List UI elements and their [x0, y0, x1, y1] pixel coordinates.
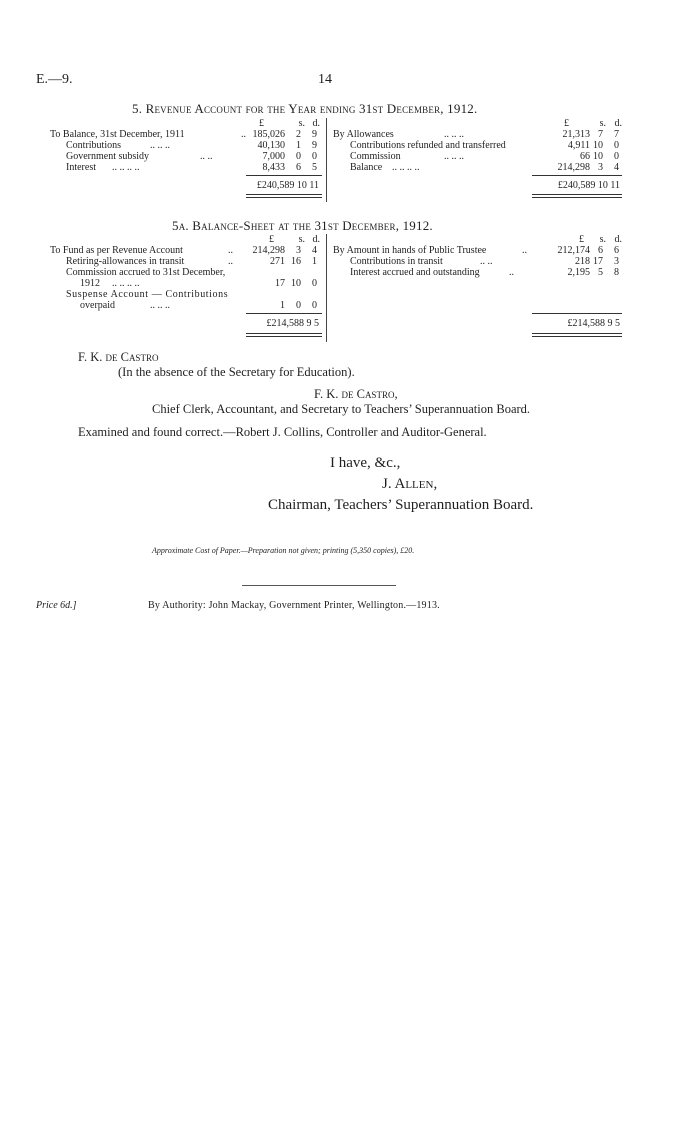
revenue-right-label: By Allowances	[333, 129, 394, 140]
signatory-name: F. K. de Castro	[78, 350, 159, 364]
leader-dots: .. ..	[200, 151, 213, 162]
balance-sheet-title: 5a. Balance-Sheet at the 31st December, 1912.	[172, 218, 433, 233]
double-rule	[532, 197, 622, 198]
closing-salutation: I have, &c.,	[330, 455, 401, 471]
balance-left-label: Commission accrued to 31st December,	[66, 267, 226, 278]
chairman-title: Chairman, Teachers’ Superannuation Board.	[268, 497, 534, 513]
revenue-right-pounds: 214,298	[557, 162, 590, 173]
revenue-right-shillings: 10	[593, 151, 603, 162]
revenue-left-label: Government subsidy	[66, 151, 150, 162]
double-rule	[532, 194, 622, 195]
balance-left-label: 1912	[80, 278, 100, 289]
balance-left-shillings: 16	[291, 256, 301, 267]
double-rule	[246, 197, 322, 198]
page-number: 14	[318, 72, 332, 87]
double-rule	[532, 333, 622, 334]
leader-dots: .. .. ..	[150, 140, 170, 151]
balance-right-pence: 3	[614, 256, 619, 267]
revenue-right-pounds: 66	[580, 151, 590, 162]
total-rule	[246, 175, 322, 176]
balance-right-label: Interest accrued and outstanding	[350, 267, 480, 278]
page-series-code: E.—9.	[36, 72, 73, 87]
balance-right-total: £214,588 9 5	[567, 318, 620, 329]
revenue-right-shillings: 3	[598, 162, 603, 173]
double-rule	[246, 333, 322, 334]
leader-dots: .. .. ..	[150, 300, 170, 311]
signatory-title: Chief Clerk, Accountant, and Secretary to Teachers’ Superannuation Board.	[152, 402, 531, 416]
revenue-right-pounds: 21,313	[562, 129, 590, 140]
balance-right-d-head: d.	[614, 234, 622, 245]
leader-dots: .. .. .. ..	[112, 278, 140, 289]
revenue-right-pound-head: £	[564, 118, 569, 129]
printer-imprint: By Authority: John Mackay, Government Printer, Wellington.—1913.	[148, 600, 440, 611]
balance-right-shillings: 6	[598, 245, 603, 256]
revenue-left-pence: 5	[312, 162, 317, 173]
revenue-left-pence: 9	[312, 129, 317, 140]
balance-left-shillings: 10	[291, 278, 301, 289]
column-divider	[326, 234, 327, 342]
balance-left-pound-head: £	[269, 234, 274, 245]
revenue-right-s-head: s.	[599, 118, 606, 129]
balance-left-label: To Fund as per Revenue Account	[50, 245, 183, 256]
revenue-right-shillings: 10	[593, 140, 603, 151]
balance-left-pounds: 17	[275, 278, 285, 289]
total-rule	[246, 313, 322, 314]
revenue-right-pence: 0	[614, 140, 619, 151]
balance-left-pence: 0	[312, 278, 317, 289]
balance-left-label: overpaid	[80, 300, 115, 311]
leader-dots: .. .. ..	[444, 151, 464, 162]
revenue-left-shillings: 2	[296, 129, 301, 140]
revenue-right-d-head: d.	[614, 118, 622, 129]
leader-dots: ..	[522, 245, 527, 256]
revenue-left-shillings: 6	[296, 162, 301, 173]
revenue-left-pounds: 40,130	[257, 140, 285, 151]
revenue-left-label: Interest	[66, 162, 96, 173]
footer-rule	[242, 585, 396, 586]
total-rule	[532, 175, 622, 176]
leader-dots: ..	[228, 245, 233, 256]
revenue-right-label: Contributions refunded and transferred	[350, 140, 506, 151]
balance-right-pounds: 2,195	[567, 267, 590, 278]
double-rule	[246, 336, 322, 337]
leader-dots: .. .. .. ..	[392, 162, 420, 173]
balance-left-pence: 4	[312, 245, 317, 256]
balance-right-pence: 8	[614, 267, 619, 278]
revenue-right-pence: 0	[614, 151, 619, 162]
revenue-left-pound-head: £	[259, 118, 264, 129]
revenue-account-title: 5. Revenue Account for the Year ending 31st December, 1912.	[132, 101, 478, 116]
revenue-left-pounds: 185,026	[252, 129, 285, 140]
total-rule	[532, 313, 622, 314]
signatory-name-2: F. K. de Castro,	[314, 387, 398, 401]
revenue-right-pence: 7	[614, 129, 619, 140]
balance-left-pence: 1	[312, 256, 317, 267]
revenue-left-pence: 9	[312, 140, 317, 151]
revenue-left-shillings: 1	[296, 140, 301, 151]
balance-right-s-head: s.	[599, 234, 606, 245]
balance-left-shillings: 0	[296, 300, 301, 311]
chairman-name: J. Allen,	[382, 476, 438, 492]
balance-left-shillings: 3	[296, 245, 301, 256]
revenue-left-label: Contributions	[66, 140, 122, 151]
revenue-right-pounds: 4,911	[567, 140, 590, 151]
balance-right-label: By Amount in hands of Public Trustee	[333, 245, 487, 256]
balance-left-pounds: 1	[280, 300, 285, 311]
balance-right-shillings: 17	[593, 256, 603, 267]
revenue-left-label: To Balance, 31st December, 1911	[50, 129, 185, 140]
revenue-left-total: £240,589 10 11	[256, 180, 319, 191]
cost-note: Approximate Cost of Paper.—Preparation not given; printing (5,350 copies), £20.	[152, 546, 415, 555]
leader-dots: ..	[241, 129, 246, 140]
revenue-right-label: Commission	[350, 151, 401, 162]
audit-statement: Examined and found correct.—Robert J. Collins, Controller and Auditor-General.	[78, 425, 487, 439]
revenue-left-d-head: d.	[312, 118, 320, 129]
revenue-left-pence: 0	[312, 151, 317, 162]
double-rule	[246, 194, 322, 195]
balance-left-label: Suspense Account — Contributions	[66, 289, 229, 300]
signatory-note: (In the absence of the Secretary for Education).	[118, 365, 355, 379]
column-divider	[326, 118, 327, 202]
balance-left-d-head: d.	[312, 234, 320, 245]
leader-dots: .. ..	[480, 256, 493, 267]
leader-dots: ..	[228, 256, 233, 267]
revenue-left-pounds: 8,433	[262, 162, 285, 173]
balance-left-pence: 0	[312, 300, 317, 311]
leader-dots: .. .. .. ..	[112, 162, 140, 173]
balance-right-pounds: 218	[575, 256, 590, 267]
revenue-right-label: Balance	[350, 162, 383, 173]
revenue-right-shillings: 7	[598, 129, 603, 140]
revenue-right-pence: 4	[614, 162, 619, 173]
balance-right-shillings: 5	[598, 267, 603, 278]
balance-left-label: Retiring-allowances in transit	[66, 256, 185, 267]
balance-right-label: Contributions in transit	[350, 256, 443, 267]
leader-dots: .. .. ..	[444, 129, 464, 140]
balance-left-pounds: 214,298	[252, 245, 285, 256]
balance-left-pounds: 271	[270, 256, 285, 267]
price-note: Price 6d.]	[36, 600, 77, 611]
balance-right-pound-head: £	[579, 234, 584, 245]
balance-right-pounds: 212,174	[557, 245, 590, 256]
balance-left-total: £214,588 9 5	[266, 318, 319, 329]
revenue-right-total: £240,589 10 11	[557, 180, 620, 191]
double-rule	[532, 336, 622, 337]
revenue-left-s-head: s.	[298, 118, 305, 129]
revenue-left-shillings: 0	[296, 151, 301, 162]
leader-dots: ..	[509, 267, 514, 278]
balance-left-s-head: s.	[298, 234, 305, 245]
balance-right-pence: 6	[614, 245, 619, 256]
revenue-left-pounds: 7,000	[262, 151, 285, 162]
